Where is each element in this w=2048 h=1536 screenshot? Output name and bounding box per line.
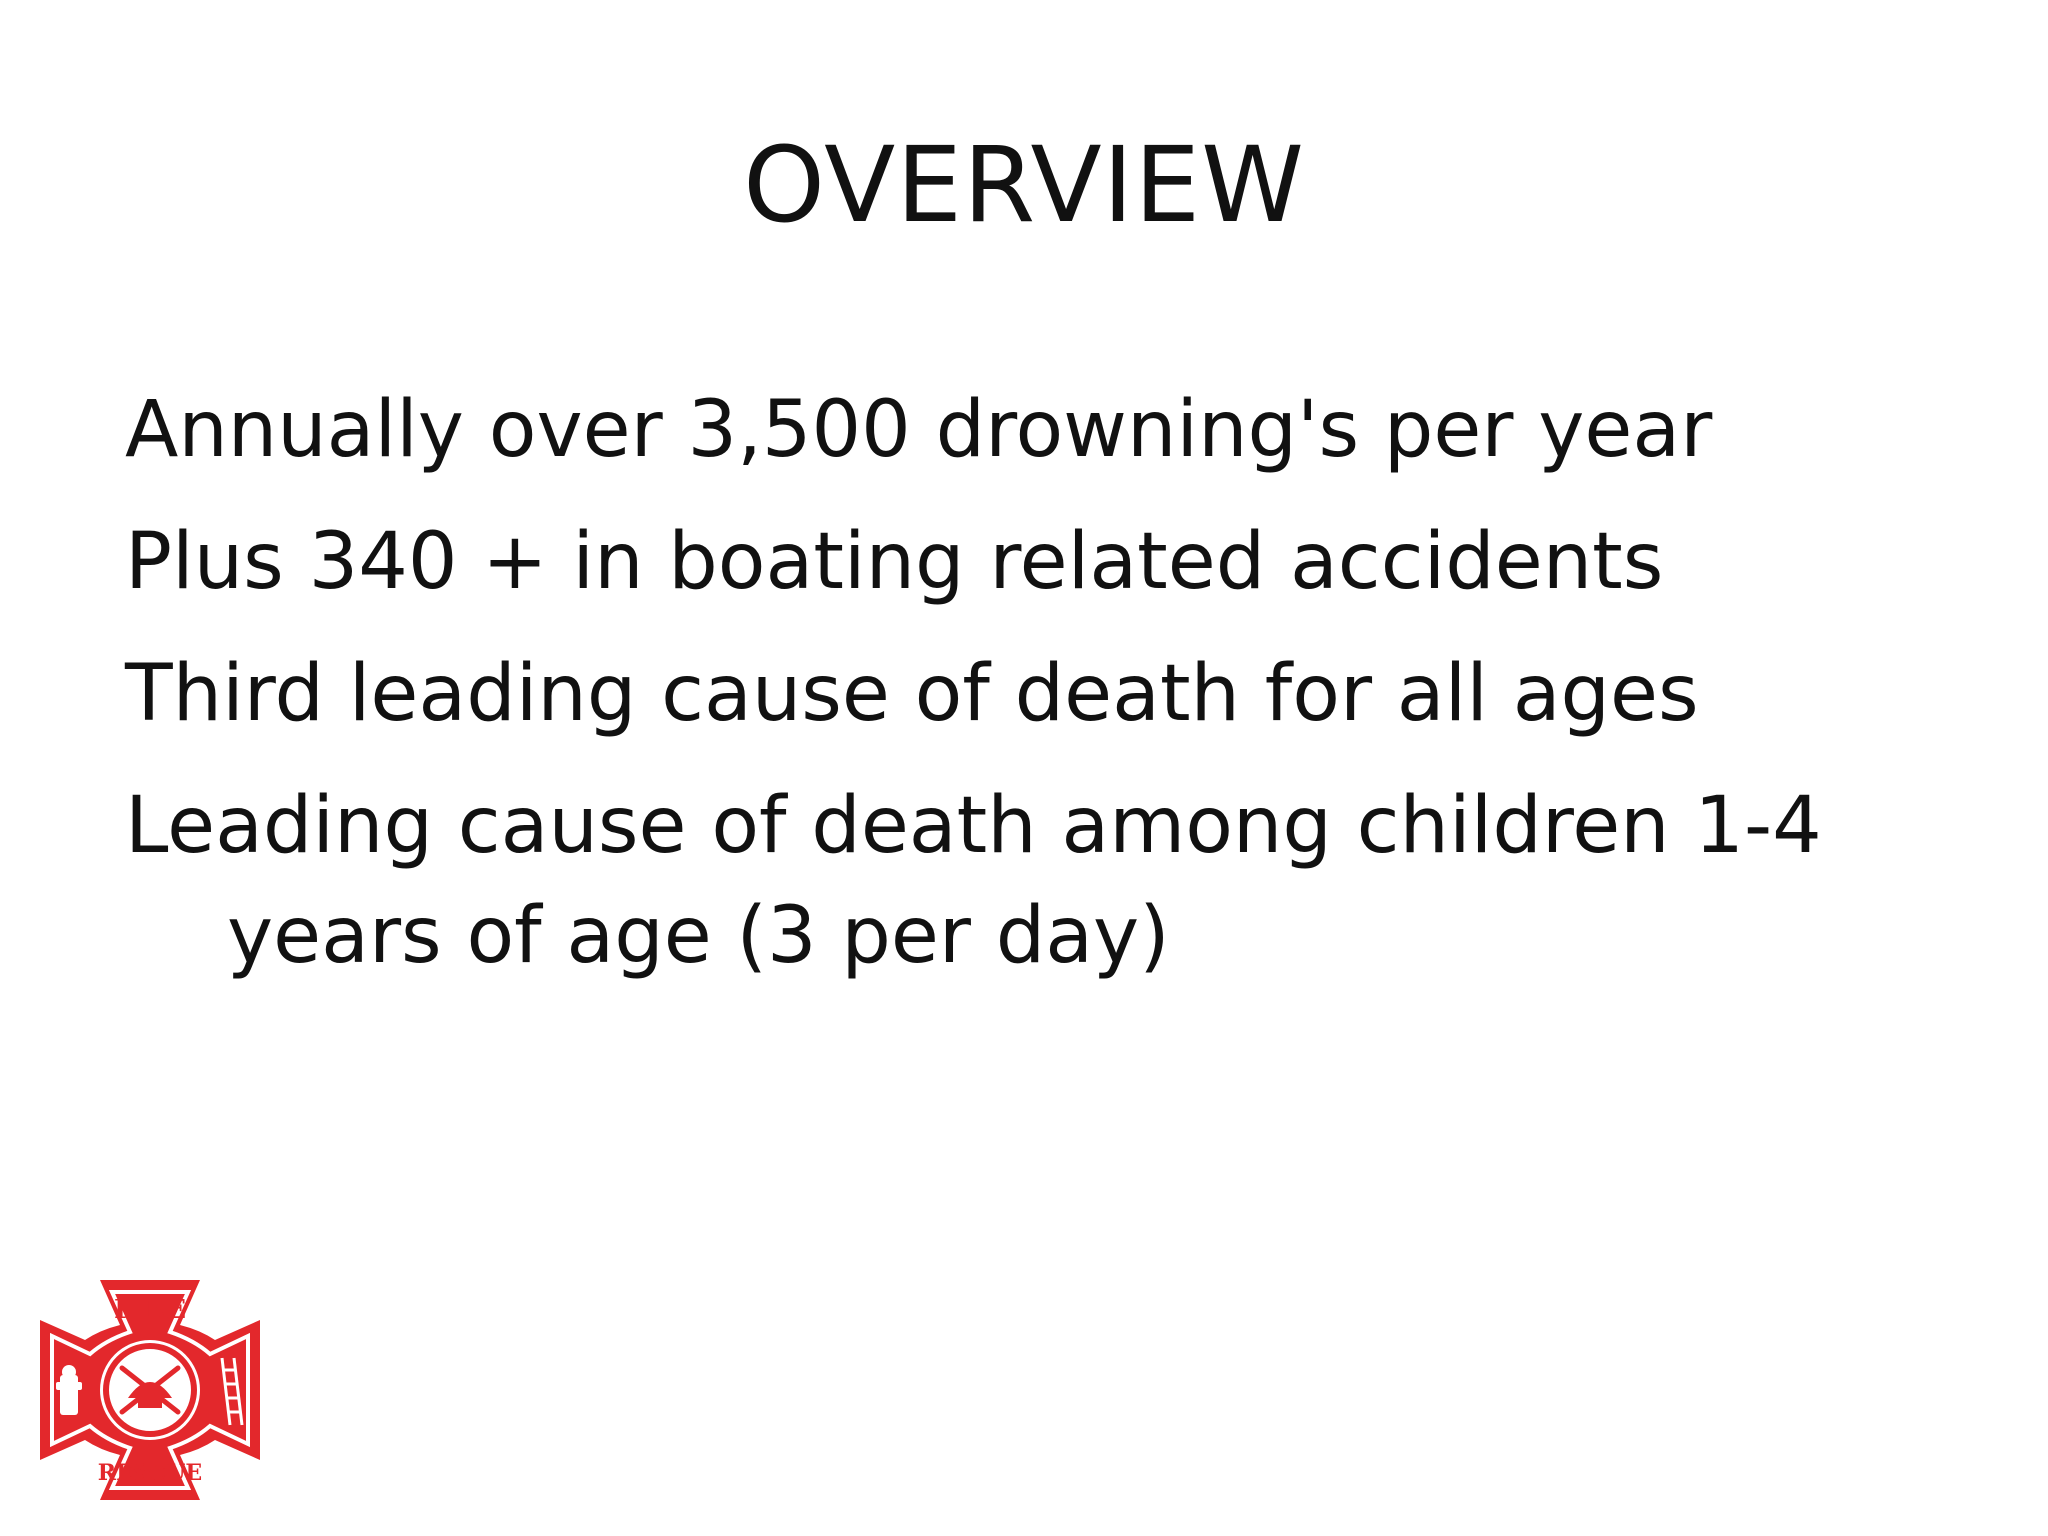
fire-rescue-logo: [30, 1270, 270, 1510]
bullet-item: Leading cause of death among children 1-4 years of age (3 per day): [125, 781, 1822, 981]
bullet-list: [125, 375, 1965, 1013]
bullet-item: Annually over 3,500 drowning's per year: [125, 385, 1713, 475]
maltese-cross-icon: [30, 1270, 270, 1510]
logo-top-text: FIRE: [113, 1295, 187, 1325]
slide-title: OVERVIEW: [743, 124, 1305, 246]
bullet-item: Plus 340 + in boating related accidents: [125, 517, 1664, 607]
logo-bottom-text: RESCUE: [97, 1460, 203, 1486]
bullet-item: Third leading cause of death for all ages: [125, 649, 1699, 739]
